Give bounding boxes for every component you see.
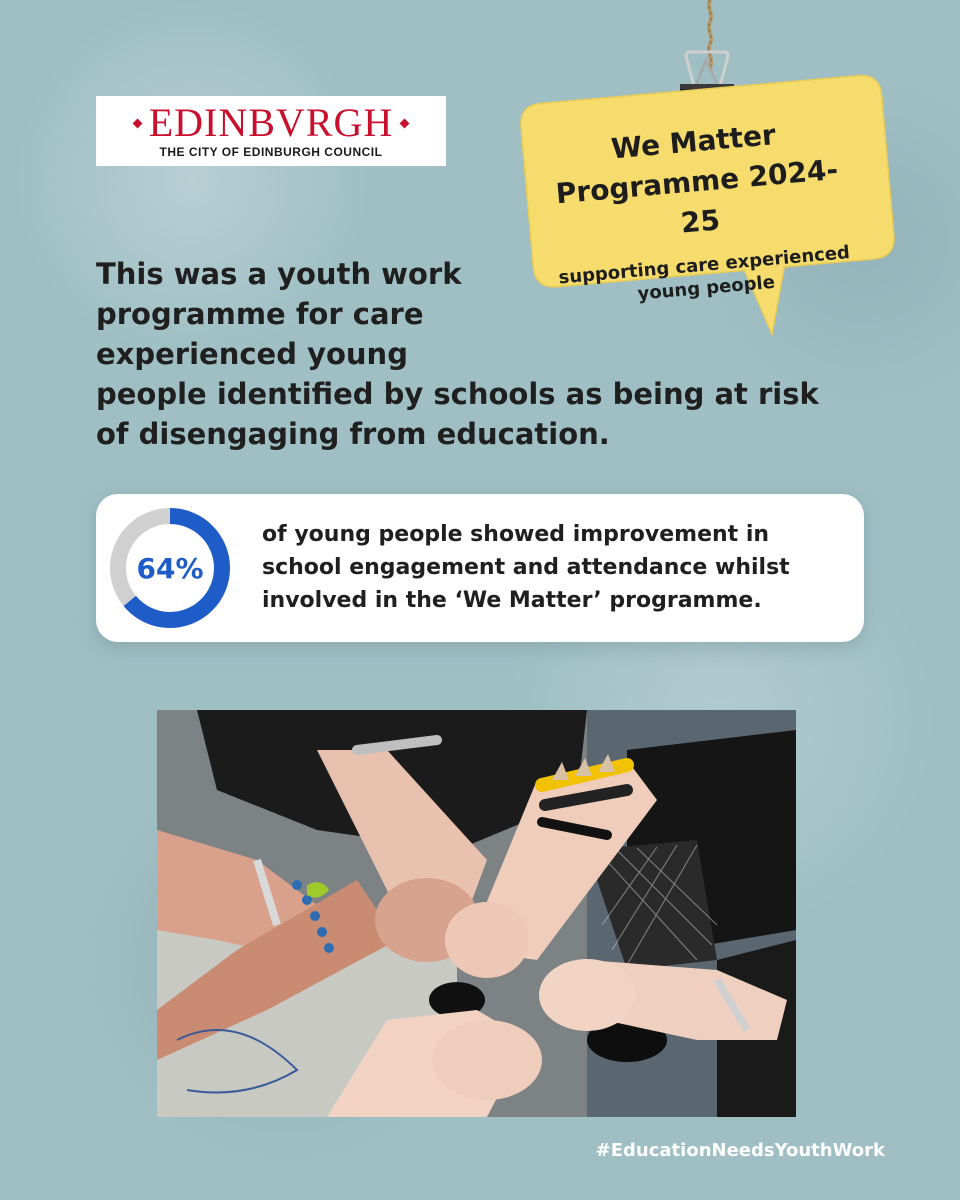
intro-line: people identified by schools as being at risk	[96, 377, 819, 411]
photo-illustration	[157, 710, 796, 1117]
intro-line: experienced young	[96, 337, 408, 371]
edinburgh-council-logo	[96, 96, 446, 166]
stat-card	[96, 494, 864, 642]
stat-line: school engagement and attendance whilst	[262, 555, 790, 580]
hashtag: #EducationNeedsYouthWork	[595, 1140, 885, 1161]
logo-subtitle: THE CITY OF EDINBURGH COUNCIL	[159, 145, 383, 159]
logo-wordmark: EDINBVRGH	[148, 100, 394, 145]
programme-subtitle: supporting care experienced young people	[557, 242, 851, 305]
stat-line: of young people showed improvement in	[262, 522, 770, 547]
intro-line: programme for care	[96, 297, 424, 331]
hands-with-bracelets-photo	[157, 710, 796, 1117]
stat-description	[262, 518, 852, 617]
logo-diamond-right	[400, 118, 410, 128]
intro-line: This was a youth work	[96, 257, 462, 291]
intro-paragraph	[96, 254, 856, 454]
logo-diamond-left	[132, 118, 142, 128]
programme-title: We Matter Programme 2024-25	[554, 118, 840, 240]
stat-line: involved in the ‘We Matter’ programme.	[262, 588, 762, 613]
stat-percent: 64%	[136, 551, 204, 585]
intro-line: of disengaging from education.	[96, 417, 610, 451]
